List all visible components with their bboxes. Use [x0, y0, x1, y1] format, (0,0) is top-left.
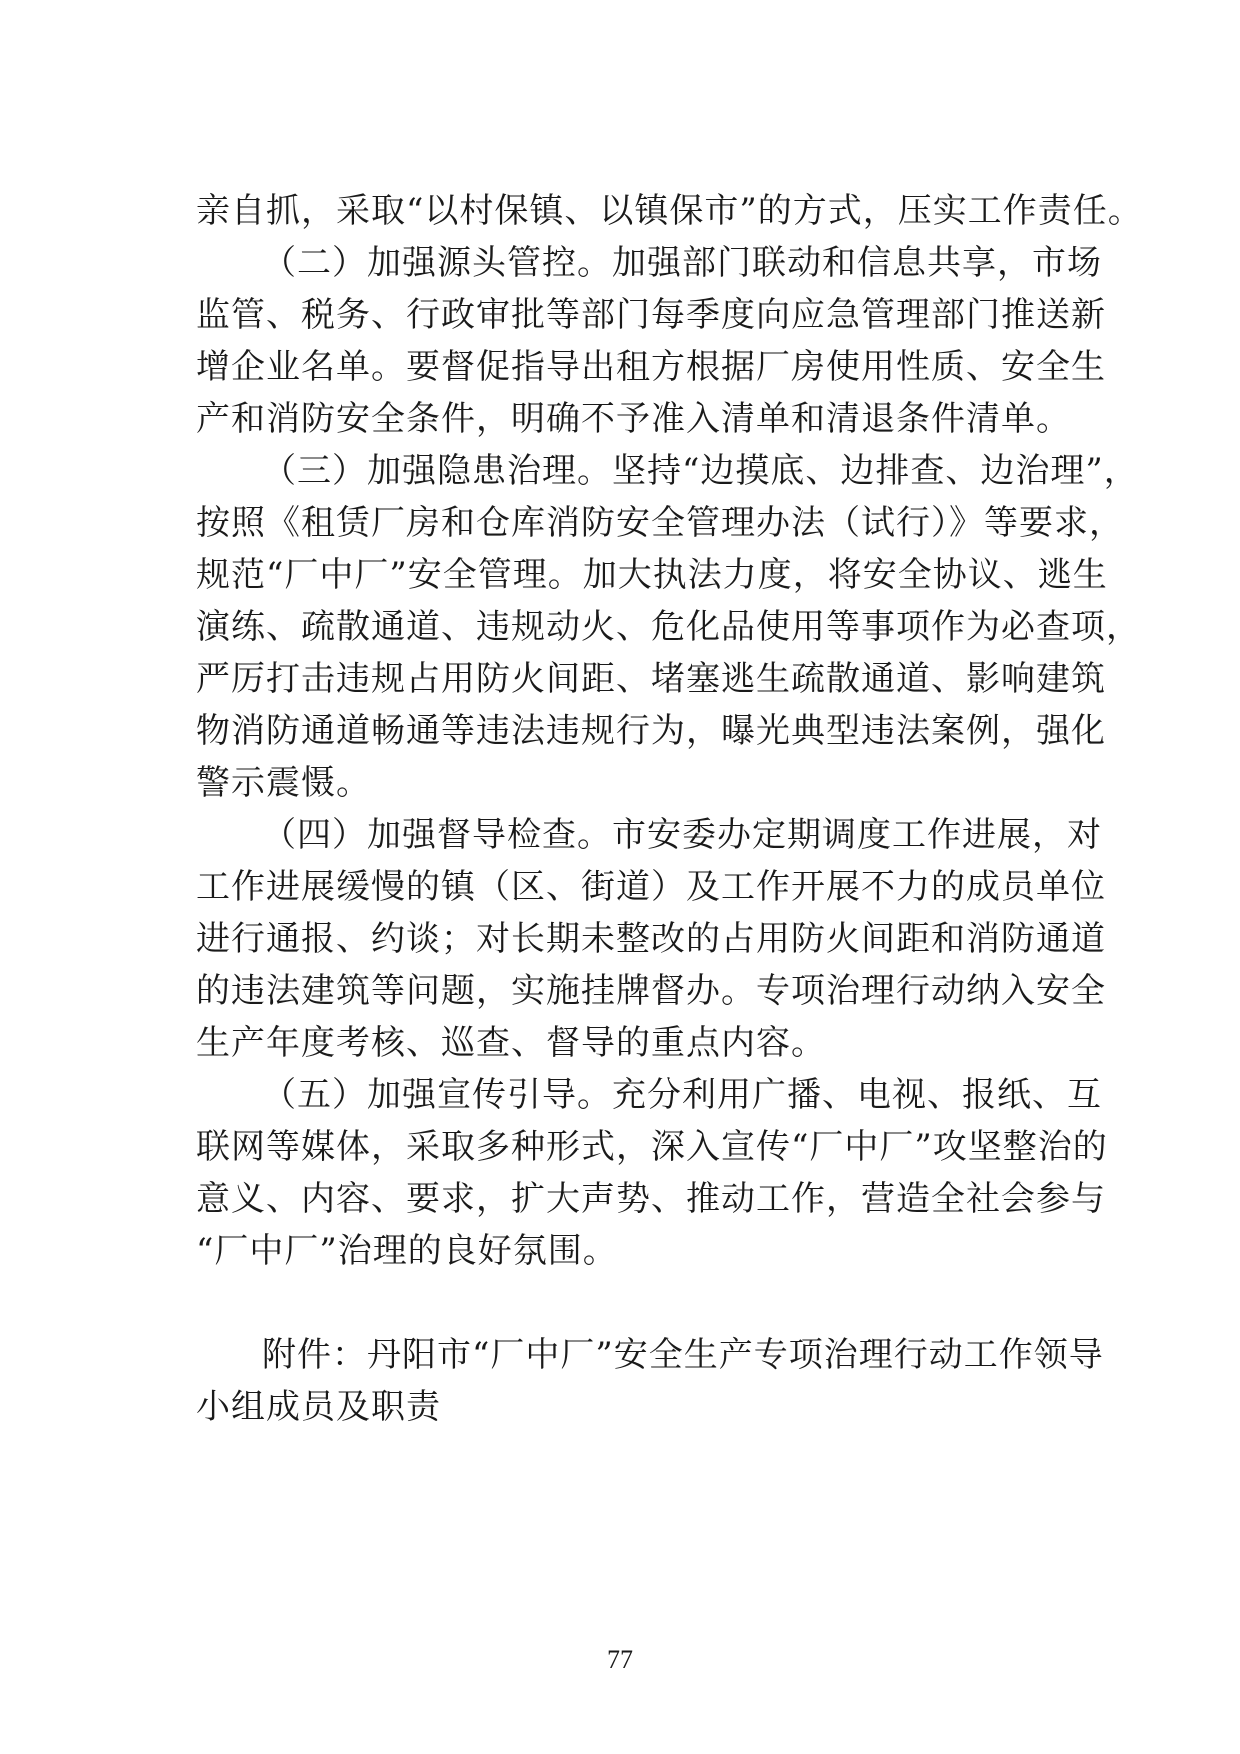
text-line: 亲自抓，采取“以村保镇、以镇保市”的方式，压实工作责任。	[196, 191, 1143, 231]
attachment-line: 小组成员及职责	[196, 1387, 441, 1427]
text-line: 意义、内容、要求，扩大声势、推动工作，营造全社会参与	[196, 1179, 1106, 1219]
attachment-line: 附件：丹阳市“厂中厂”安全生产专项治理行动工作领导	[262, 1335, 1104, 1375]
text-line: 严厉打击违规占用防火间距、堵塞逃生疏散通道、影响建筑	[196, 659, 1106, 699]
page-number: 77	[607, 1645, 633, 1674]
text-line: 生产年度考核、巡查、督导的重点内容。	[196, 1023, 826, 1063]
text-line: 工作进展缓慢的镇（区、街道）及工作开展不力的成员单位	[196, 867, 1106, 907]
section-heading-line: （五）加强宣传引导。充分利用广播、电视、报纸、互	[262, 1075, 1102, 1115]
text-line: 按照《租赁厂房和仓库消防安全管理办法（试行）》等要求，	[196, 503, 1124, 543]
text-line: 物消防通道畅通等违法违规行为，曝光典型违法案例，强化	[196, 711, 1106, 751]
text-line: 进行通报、约谈；对长期未整改的占用防火间距和消防通道	[196, 919, 1106, 959]
text-line: 增企业名单。要督促指导出租方根据厂房使用性质、安全生	[196, 347, 1106, 387]
text-line: 产和消防安全条件，明确不予准入清单和清退条件清单。	[196, 399, 1071, 439]
text-line: 演练、疏散通道、违规动火、危化品使用等事项作为必查项，	[196, 607, 1141, 647]
text-line: 警示震慑。	[196, 763, 371, 803]
section-heading-line: （四）加强督导检查。市安委办定期调度工作进展，对	[262, 815, 1102, 855]
text-line: 的违法建筑等问题，实施挂牌督办。专项治理行动纳入安全	[196, 971, 1106, 1011]
text-line: 监管、税务、行政审批等部门每季度向应急管理部门推送新	[196, 295, 1106, 335]
text-line: 规范“厂中厂”安全管理。加大执法力度，将安全协议、逃生	[196, 555, 1108, 595]
section-heading-line: （三）加强隐患治理。坚持“边摸底、边排查、边治理”，	[262, 451, 1139, 491]
text-line: “厂中厂”治理的良好氛围。	[196, 1231, 618, 1271]
section-heading-line: （二）加强源头管控。加强部门联动和信息共享，市场	[262, 243, 1102, 283]
text-line: 联网等媒体，采取多种形式，深入宣传“厂中厂”攻坚整治的	[196, 1127, 1108, 1167]
